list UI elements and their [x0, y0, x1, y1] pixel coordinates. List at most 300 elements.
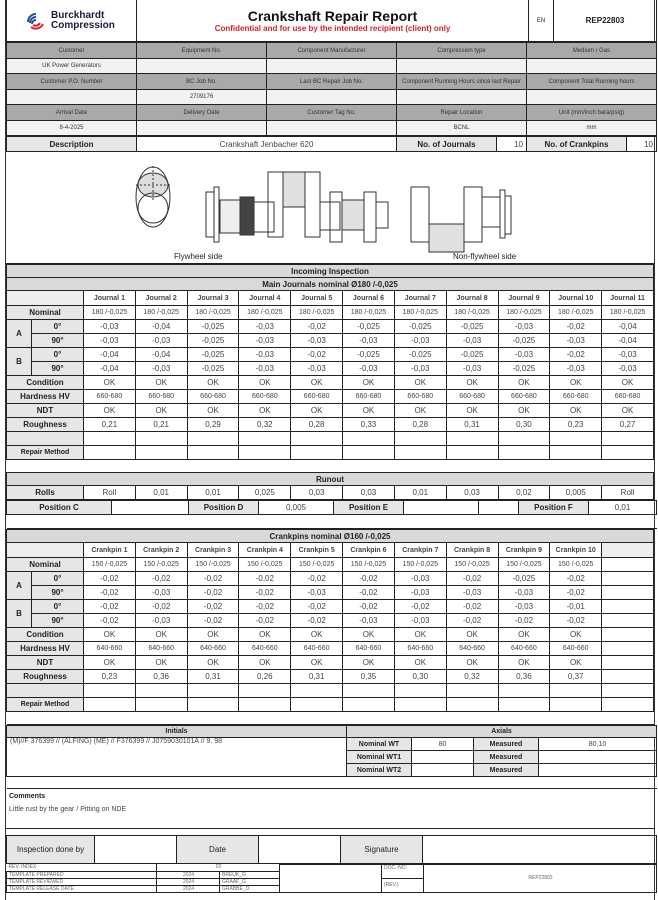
crankpin-a0[interactable]: -0,02 [84, 572, 136, 586]
crankpin-b0[interactable]: -0,02 [446, 600, 498, 614]
journal-a90[interactable]: -0,03 [550, 334, 602, 348]
crankpin-nominal[interactable]: 150 /-0,025 [84, 558, 136, 572]
crankpin-b0[interactable] [602, 600, 654, 614]
crankpin-a90[interactable]: -0,02 [343, 586, 395, 600]
crankpin-a0[interactable]: -0,02 [239, 572, 291, 586]
crankpin-a90[interactable]: -0,03 [394, 586, 446, 600]
journal-a0[interactable]: -0,03 [498, 320, 550, 334]
journal-condition[interactable]: OK [498, 376, 550, 390]
journal-b0[interactable]: -0,03 [239, 348, 291, 362]
crankpin-ndt[interactable]: OK [446, 656, 498, 670]
rolls-value[interactable]: 0,01 [135, 486, 187, 500]
blank-cell[interactable] [446, 684, 498, 698]
position-e-value[interactable] [404, 501, 479, 515]
crankpin-hardness[interactable]: 640-660 [498, 642, 550, 656]
rolls-value[interactable]: 0,025 [239, 486, 291, 500]
crankpin-hardness[interactable]: 640-660 [291, 642, 343, 656]
repair-method-cell[interactable] [291, 446, 343, 460]
blank-cell[interactable] [84, 432, 136, 446]
journal-a0[interactable]: -0,04 [135, 320, 187, 334]
rolls-value[interactable]: 0,01 [394, 486, 446, 500]
journal-hardness[interactable]: 660-680 [239, 390, 291, 404]
journal-roughness[interactable]: 0,32 [239, 418, 291, 432]
crankpin-hardness[interactable]: 640-660 [446, 642, 498, 656]
journal-nominal[interactable]: 180 /-0,025 [343, 306, 395, 320]
crankpin-hardness[interactable]: 640-660 [550, 642, 602, 656]
repair-method-cell[interactable] [135, 446, 187, 460]
journal-a0[interactable]: -0,03 [84, 320, 136, 334]
journal-b0[interactable]: -0,04 [84, 348, 136, 362]
repair-method-cell[interactable] [446, 446, 498, 460]
journal-ndt[interactable]: OK [498, 404, 550, 418]
crankpin-b0[interactable]: -0,02 [343, 600, 395, 614]
journal-condition[interactable]: OK [135, 376, 187, 390]
journal-a0[interactable]: -0,025 [187, 320, 239, 334]
crankpin-condition[interactable]: OK [239, 628, 291, 642]
crankpin-hardness[interactable]: 640-660 [239, 642, 291, 656]
journal-roughness[interactable]: 0,27 [602, 418, 654, 432]
journal-a90[interactable]: -0,03 [135, 334, 187, 348]
crankpin-condition[interactable]: OK [135, 628, 187, 642]
crankpin-hardness[interactable] [602, 642, 654, 656]
journal-condition[interactable]: OK [550, 376, 602, 390]
journal-roughness[interactable]: 0,31 [446, 418, 498, 432]
journal-roughness[interactable]: 0,33 [343, 418, 395, 432]
journal-b90[interactable]: -0,025 [498, 362, 550, 376]
journal-a90[interactable]: -0,025 [498, 334, 550, 348]
crankpin-a90[interactable]: -0,03 [135, 586, 187, 600]
crankpin-nominal[interactable]: 150 /-0,025 [498, 558, 550, 572]
rolls-value[interactable]: 0,03 [343, 486, 395, 500]
journal-b0[interactable]: -0,025 [446, 348, 498, 362]
position-c-value[interactable] [112, 501, 189, 515]
journal-hardness[interactable]: 660-680 [343, 390, 395, 404]
journal-nominal[interactable]: 180 /-0,025 [187, 306, 239, 320]
blank-cell[interactable] [498, 432, 550, 446]
ndt-label: NDT [7, 656, 84, 670]
journal-condition[interactable]: OK [187, 376, 239, 390]
value-customer[interactable]: UK Power Generators [7, 59, 137, 74]
crankpin-ndt[interactable] [602, 656, 654, 670]
journal-hardness[interactable]: 660-680 [84, 390, 136, 404]
journal-hardness[interactable]: 660-680 [394, 390, 446, 404]
nominal-wt2-label: Nominal WT2 [347, 764, 412, 777]
journal-a90[interactable]: -0,03 [343, 334, 395, 348]
crankpin-roughness[interactable]: 0,35 [343, 670, 395, 684]
initials-title: Initials [7, 726, 347, 738]
value-running-hours-since-repair[interactable] [397, 90, 527, 105]
crankpin-b0[interactable]: -0,02 [291, 600, 343, 614]
rolls-value[interactable]: Roll [602, 486, 654, 500]
value-medium-gas[interactable] [527, 59, 657, 74]
journal-a90[interactable]: -0,04 [602, 334, 654, 348]
repair-method-cell[interactable] [84, 698, 136, 712]
crankpin-roughness[interactable] [602, 670, 654, 684]
repair-method-cell[interactable] [135, 698, 187, 712]
journal-b0[interactable]: -0,03 [498, 348, 550, 362]
position-d-value[interactable]: 0,005 [259, 501, 334, 515]
crankpin-a90[interactable]: -0,03 [498, 586, 550, 600]
journal-b0[interactable]: -0,03 [602, 348, 654, 362]
value-unit[interactable]: mm [527, 121, 657, 136]
repair-method-cell[interactable] [498, 446, 550, 460]
journal-a0[interactable]: -0,04 [602, 320, 654, 334]
crankpin-roughness[interactable]: 0,23 [84, 670, 136, 684]
crankpin-roughness[interactable]: 0,31 [187, 670, 239, 684]
repair-method-cell[interactable] [239, 698, 291, 712]
value-equipment-no[interactable] [137, 59, 267, 74]
blank-cell[interactable] [291, 432, 343, 446]
nominal-wt2-value[interactable] [412, 764, 474, 777]
crankpin-condition[interactable]: OK [291, 628, 343, 642]
crankpin-a90[interactable]: -0,03 [291, 586, 343, 600]
crankpin-roughness[interactable]: 0,26 [239, 670, 291, 684]
journal-nominal[interactable]: 180 /-0,025 [84, 306, 136, 320]
crankpin-nominal[interactable]: 150 /-0,025 [291, 558, 343, 572]
crankpin-hardness[interactable]: 640-660 [187, 642, 239, 656]
journal-roughness[interactable]: 0,23 [550, 418, 602, 432]
journal-b90[interactable]: -0,03 [239, 362, 291, 376]
crankpin-a0[interactable]: -0,02 [187, 572, 239, 586]
repair-method-cell[interactable] [187, 446, 239, 460]
repair-method-cell[interactable] [343, 446, 395, 460]
table-row [7, 320, 654, 334]
blank-cell[interactable] [291, 684, 343, 698]
crankpin-ndt[interactable]: OK [291, 656, 343, 670]
crankpin-ndt[interactable]: OK [239, 656, 291, 670]
value-compression-type[interactable] [397, 59, 527, 74]
journal-b90[interactable]: -0,03 [135, 362, 187, 376]
journal-roughness[interactable]: 0,21 [135, 418, 187, 432]
blank-cell[interactable] [187, 432, 239, 446]
journal-a90[interactable]: -0,03 [291, 334, 343, 348]
crankpin-roughness[interactable]: 0,31 [291, 670, 343, 684]
crankpin-b90[interactable]: -0,03 [394, 614, 446, 628]
blank-cell[interactable] [550, 684, 602, 698]
journal-b90[interactable]: -0,03 [394, 362, 446, 376]
value-component-manufacturer[interactable] [267, 59, 397, 74]
repair-method-cell[interactable] [602, 698, 654, 712]
crankpin-b90[interactable]: -0,03 [135, 614, 187, 628]
rolls-value[interactable]: 0,005 [550, 486, 602, 500]
value-repair-location[interactable]: BCNL [397, 121, 527, 136]
journal-hardness[interactable]: 660-680 [291, 390, 343, 404]
signature-value[interactable] [423, 835, 657, 863]
journal-ndt[interactable]: OK [550, 404, 602, 418]
crankpin-a0[interactable]: -0,02 [291, 572, 343, 586]
blank-cell[interactable] [239, 432, 291, 446]
journal-a0[interactable]: -0,03 [239, 320, 291, 334]
crankpin-a90[interactable]: -0,02 [550, 586, 602, 600]
crankpin-b90[interactable]: -0,03 [343, 614, 395, 628]
journal-roughness[interactable]: 0,21 [84, 418, 136, 432]
journal-roughness[interactable]: 0,29 [187, 418, 239, 432]
repair-method-cell[interactable] [394, 446, 446, 460]
journal-nominal[interactable]: 180 /-0,025 [135, 306, 187, 320]
crankpin-roughness[interactable]: 0,37 [550, 670, 602, 684]
repair-method-cell[interactable] [239, 446, 291, 460]
journal-ndt[interactable]: OK [394, 404, 446, 418]
journal-nominal[interactable]: 180 /-0,025 [602, 306, 654, 320]
crankpin-b90[interactable]: -0,02 [239, 614, 291, 628]
journal-b0[interactable]: -0,02 [291, 348, 343, 362]
journal-condition[interactable]: OK [446, 376, 498, 390]
journal-hardness[interactable]: 660-680 [602, 390, 654, 404]
journal-a90[interactable]: -0,03 [239, 334, 291, 348]
journal-hardness[interactable]: 660-680 [550, 390, 602, 404]
blank-cell[interactable] [446, 432, 498, 446]
crankpin-b90[interactable] [602, 614, 654, 628]
comments-text[interactable]: Little rust by the gear / Pitting on NDE [9, 806, 127, 813]
crankpin-ndt[interactable]: OK [135, 656, 187, 670]
journal-a90[interactable]: -0,025 [187, 334, 239, 348]
blank-cell[interactable] [135, 432, 187, 446]
crankpin-b90[interactable]: -0,02 [84, 614, 136, 628]
language-code: EN [529, 0, 554, 42]
initials-text[interactable]: (M)//F 376399 // (ALFING) (ME) // F376399 // J0759030101A // 9. 98 [7, 738, 347, 777]
blank-cell[interactable] [84, 684, 136, 698]
repair-method-cell[interactable] [394, 698, 446, 712]
blank-cell[interactable] [602, 432, 654, 446]
journal-nominal[interactable]: 180 /-0,025 [498, 306, 550, 320]
crankpin-ndt[interactable]: OK [550, 656, 602, 670]
journal-nominal[interactable]: 180 /-0,025 [239, 306, 291, 320]
crankpin-a0[interactable] [602, 572, 654, 586]
blank-cell[interactable] [498, 684, 550, 698]
crankpin-b0[interactable]: -0,01 [550, 600, 602, 614]
crankpin-nominal[interactable] [602, 558, 654, 572]
crankpin-ndt[interactable]: OK [84, 656, 136, 670]
journal-nominal[interactable]: 180 /-0,025 [394, 306, 446, 320]
blank-cell[interactable] [343, 432, 395, 446]
journal-hardness[interactable]: 660-680 [187, 390, 239, 404]
journal-a90[interactable]: -0,03 [84, 334, 136, 348]
journal-ndt[interactable]: OK [343, 404, 395, 418]
crankpin-b90[interactable]: -0,02 [187, 614, 239, 628]
crankpin-b90[interactable]: -0,02 [291, 614, 343, 628]
crankpin-a90[interactable] [602, 586, 654, 600]
crankpin-b90[interactable]: -0,02 [498, 614, 550, 628]
crankpin-b0[interactable]: -0,02 [394, 600, 446, 614]
value-customer-tag-no[interactable] [267, 121, 397, 136]
rolls-value[interactable]: 0,02 [498, 486, 550, 500]
crankpin-condition[interactable]: OK [394, 628, 446, 642]
date-value[interactable] [259, 835, 341, 863]
crankpin-b90[interactable]: -0,02 [550, 614, 602, 628]
repair-method-cell[interactable] [343, 698, 395, 712]
crankpin-b0[interactable]: -0,02 [239, 600, 291, 614]
blank-cell[interactable] [394, 432, 446, 446]
journal-ndt[interactable]: OK [291, 404, 343, 418]
journals-count-value[interactable]: 10 [497, 137, 527, 152]
crankpin-a0[interactable]: -0,025 [498, 572, 550, 586]
rolls-value[interactable]: 0,01 [187, 486, 239, 500]
journal-a90[interactable]: -0,03 [446, 334, 498, 348]
journal-condition[interactable]: OK [84, 376, 136, 390]
position-f-value[interactable]: 0,01 [589, 501, 657, 515]
crankpin-condition[interactable]: OK [550, 628, 602, 642]
journal-condition[interactable]: OK [394, 376, 446, 390]
value-bc-job-no[interactable]: 2709176 [137, 90, 267, 105]
repair-method-cell[interactable] [84, 446, 136, 460]
blank-cell[interactable] [239, 684, 291, 698]
crankpin-a90[interactable]: -0,02 [239, 586, 291, 600]
value-delivery-date[interactable] [137, 121, 267, 136]
journal-a0[interactable]: -0,02 [291, 320, 343, 334]
journal-ndt[interactable]: OK [602, 404, 654, 418]
crankpin-nominal[interactable]: 150 /-0,025 [343, 558, 395, 572]
value-total-running-hours[interactable] [527, 90, 657, 105]
journal-hardness[interactable]: 660-680 [446, 390, 498, 404]
crankpin-a0[interactable]: -0,02 [343, 572, 395, 586]
measured-wt1-value[interactable] [539, 751, 657, 764]
journal-a0[interactable]: -0,025 [446, 320, 498, 334]
crankpins-count-value[interactable]: 10 [627, 137, 657, 152]
journal-ndt[interactable]: OK [84, 404, 136, 418]
crankpin-nominal[interactable]: 150 /-0,025 [550, 558, 602, 572]
rolls-value[interactable]: 0,03 [291, 486, 343, 500]
journal-a90[interactable]: -0,03 [394, 334, 446, 348]
journal-hardness[interactable]: 660-680 [498, 390, 550, 404]
crankpin-hardness[interactable]: 640-660 [394, 642, 446, 656]
crankpin-condition[interactable]: OK [446, 628, 498, 642]
crankpin-a0[interactable]: -0,02 [446, 572, 498, 586]
template-prepared-date: 2024 [157, 871, 220, 878]
journal-condition[interactable]: OK [602, 376, 654, 390]
journal-a0[interactable]: -0,02 [550, 320, 602, 334]
journal-b90[interactable]: -0,03 [291, 362, 343, 376]
journal-b0[interactable]: -0,025 [394, 348, 446, 362]
journal-b0[interactable]: -0,025 [187, 348, 239, 362]
main-journals-title: Main Journals nominal Ø180 /-0,025 [7, 278, 654, 291]
journal-b0[interactable]: -0,02 [550, 348, 602, 362]
crankpin-condition[interactable]: OK [84, 628, 136, 642]
crankpin-b0[interactable]: -0,02 [84, 600, 136, 614]
table-row [7, 348, 654, 362]
repair-method-cell[interactable] [498, 698, 550, 712]
journal-b0[interactable]: -0,025 [343, 348, 395, 362]
roughness-label: Roughness [7, 418, 84, 432]
rolls-value[interactable]: Roll [84, 486, 136, 500]
blank-cell[interactable] [394, 684, 446, 698]
journal-b0[interactable]: -0,04 [135, 348, 187, 362]
crankpin-roughness[interactable]: 0,30 [394, 670, 446, 684]
journal-ndt[interactable]: OK [187, 404, 239, 418]
journal-ndt[interactable]: OK [446, 404, 498, 418]
journal-nominal[interactable]: 180 /-0,025 [550, 306, 602, 320]
journal-hardness[interactable]: 660-680 [135, 390, 187, 404]
crankpin-b0[interactable]: -0,03 [498, 600, 550, 614]
crankpin-hardness[interactable]: 640-660 [135, 642, 187, 656]
crankpin-b0[interactable]: -0,02 [187, 600, 239, 614]
crankpin-nominal[interactable]: 150 /-0,025 [394, 558, 446, 572]
blank-cell[interactable] [187, 684, 239, 698]
crankpin-a90[interactable]: -0,02 [84, 586, 136, 600]
journal-nominal[interactable]: 180 /-0,025 [446, 306, 498, 320]
rev-index-value: 02 [157, 864, 280, 871]
journal-b90[interactable]: -0,025 [187, 362, 239, 376]
crankpin-nominal[interactable]: 150 /-0,025 [135, 558, 187, 572]
repair-method-cell[interactable] [291, 698, 343, 712]
journal-b90[interactable]: -0,04 [84, 362, 136, 376]
blank-cell[interactable] [602, 684, 654, 698]
crankpin-a0[interactable]: -0,03 [394, 572, 446, 586]
crankpin-condition[interactable]: OK [343, 628, 395, 642]
blank-cell[interactable] [135, 684, 187, 698]
crankpin-hardness[interactable]: 640-660 [343, 642, 395, 656]
journal-roughness[interactable]: 0,30 [498, 418, 550, 432]
journal-a0[interactable]: -0,025 [343, 320, 395, 334]
crankpin-hardness[interactable]: 640-660 [84, 642, 136, 656]
table-row [7, 334, 654, 348]
journal-a0[interactable]: -0,025 [394, 320, 446, 334]
crankpin-a0[interactable]: -0,02 [550, 572, 602, 586]
journal-roughness[interactable]: 0,28 [394, 418, 446, 432]
crankpin-b0[interactable]: -0,02 [135, 600, 187, 614]
repair-method-cell[interactable] [550, 446, 602, 460]
repair-method-cell[interactable] [550, 698, 602, 712]
value-customer-po[interactable] [7, 90, 137, 105]
crankpin-ndt[interactable]: OK [343, 656, 395, 670]
repair-method-cell[interactable] [187, 698, 239, 712]
journal-ndt[interactable]: OK [239, 404, 291, 418]
description-value[interactable]: Crankshaft Jenbacher 620 [137, 137, 397, 152]
crankpin-condition[interactable]: OK [498, 628, 550, 642]
crankpin-nominal[interactable]: 150 /-0,025 [187, 558, 239, 572]
crankpin-ndt[interactable]: OK [394, 656, 446, 670]
journal-condition[interactable]: OK [291, 376, 343, 390]
crankpin-roughness[interactable]: 0,36 [135, 670, 187, 684]
inspection-done-by-value[interactable] [95, 835, 177, 863]
crankpin-roughness[interactable]: 0,32 [446, 670, 498, 684]
nominal-wt-value[interactable]: 80 [412, 738, 474, 751]
journal-b90[interactable]: -0,03 [343, 362, 395, 376]
blank-cell[interactable] [550, 432, 602, 446]
journal-ndt[interactable]: OK [135, 404, 187, 418]
journal-nominal[interactable]: 180 /-0,025 [291, 306, 343, 320]
measured-wt-value[interactable]: 80,10 [539, 738, 657, 751]
crankpin-a90[interactable]: -0,03 [446, 586, 498, 600]
crankpin-ndt[interactable]: OK [187, 656, 239, 670]
repair-method-cell[interactable] [446, 698, 498, 712]
crankpin-condition[interactable]: OK [187, 628, 239, 642]
repair-method-cell[interactable] [602, 446, 654, 460]
crankpin-nominal[interactable]: 150 /-0,025 [239, 558, 291, 572]
crankpin-b90[interactable]: -0,02 [446, 614, 498, 628]
journal-b90[interactable]: -0,03 [550, 362, 602, 376]
journal-condition[interactable]: OK [343, 376, 395, 390]
title-cell [137, 0, 529, 42]
crankpin-roughness[interactable]: 0,36 [498, 670, 550, 684]
nominal-wt1-value[interactable] [412, 751, 474, 764]
value-arrival-date[interactable]: 8-4-2025 [7, 121, 137, 136]
crankpin-a90[interactable]: -0,02 [187, 586, 239, 600]
table-row [7, 586, 654, 600]
deg90-label: 90° [32, 362, 84, 376]
value-last-repair-job[interactable] [267, 90, 397, 105]
crankpin-a0[interactable]: -0,02 [135, 572, 187, 586]
crankpin-condition[interactable] [602, 628, 654, 642]
blank-cell[interactable] [343, 684, 395, 698]
rolls-value[interactable]: 0,03 [446, 486, 498, 500]
crankpin-ndt[interactable]: OK [498, 656, 550, 670]
crankpin-nominal[interactable]: 150 /-0,025 [446, 558, 498, 572]
journal-b90[interactable]: -0,03 [446, 362, 498, 376]
journal-condition[interactable]: OK [239, 376, 291, 390]
measured-wt2-value[interactable] [539, 764, 657, 777]
journal-roughness[interactable]: 0,28 [291, 418, 343, 432]
journal-b90[interactable]: -0,03 [602, 362, 654, 376]
